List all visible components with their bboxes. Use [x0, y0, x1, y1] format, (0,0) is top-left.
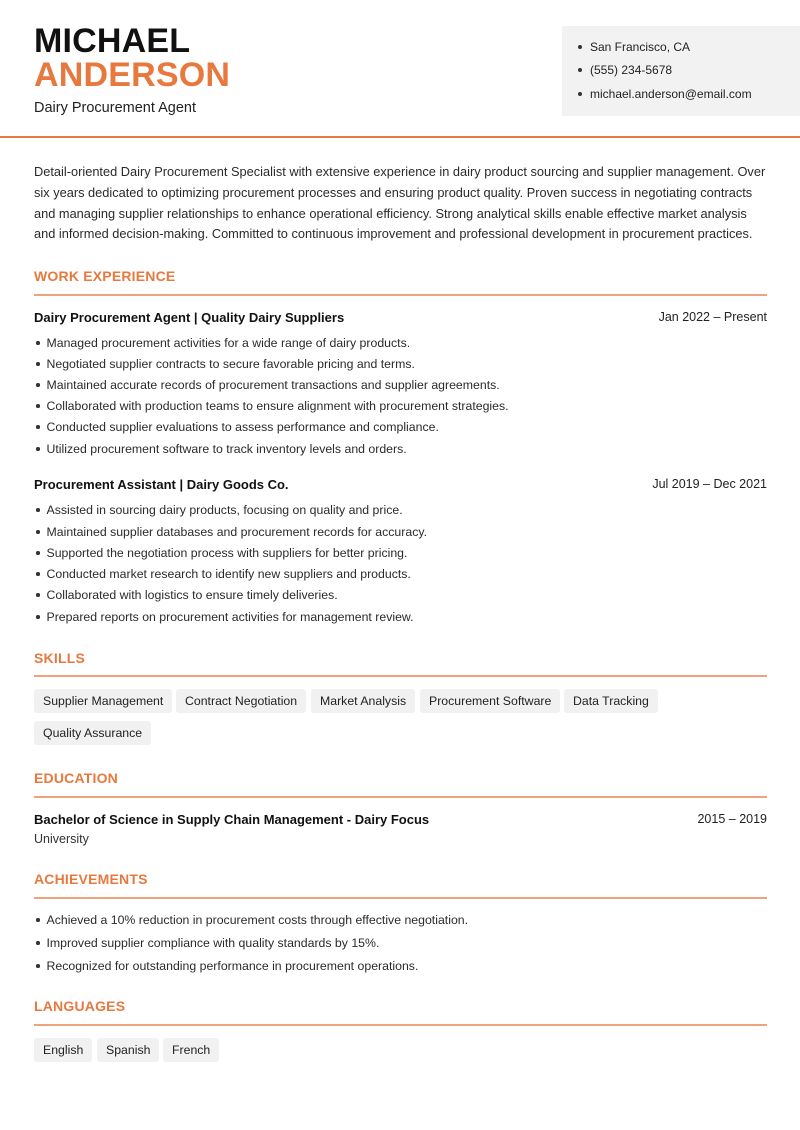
- language-chip: Spanish: [97, 1038, 159, 1062]
- bullet-icon: [36, 615, 40, 619]
- list-item: [36, 442, 407, 456]
- list-item: [36, 588, 338, 602]
- list-item: [36, 913, 468, 927]
- bullet-icon: [36, 593, 40, 597]
- section-title-education: EDUCATION: [34, 770, 118, 786]
- list-item-text: Maintained supplier databases and procurement records for accuracy.: [46, 525, 427, 539]
- job-date-1: Jan 2022 – Present: [658, 310, 767, 324]
- list-item-text: Prepared reports on procurement activities for management review.: [46, 610, 414, 624]
- bullet-icon: [36, 964, 40, 968]
- bullet-icon: [578, 45, 582, 49]
- section-title-achievements: ACHIEVEMENTS: [34, 871, 148, 887]
- summary: Detail-oriented Dairy Procurement Specialist with extensive experience in dairy product sourcing and supplier management. Over six years dedicated to optimizing procurement processes and ensuring product quality. Proven success in negotiating contracts and managing supplier relationships to enhance operational efficiency. Strong analytical skills enable effective market analysis and informed decision-making. Committed to continuous improvement and professional development in procurement practices.: [34, 164, 766, 242]
- first-name: MICHAEL: [34, 22, 191, 60]
- list-item-text: Improved supplier compliance with quality standards by 15%.: [46, 936, 380, 950]
- list-item: [36, 525, 427, 539]
- bullet-icon: [36, 404, 40, 408]
- list-item: [36, 610, 414, 624]
- bullet-icon: [578, 92, 582, 96]
- skill-chip: Supplier Management: [34, 689, 172, 713]
- last-name: ANDERSON: [34, 56, 231, 94]
- section-title-skills: SKILLS: [34, 650, 85, 666]
- list-item-text: Conducted supplier evaluations to assess performance and compliance.: [46, 420, 439, 434]
- section-divider: [34, 675, 767, 677]
- bullet-icon: [36, 383, 40, 387]
- bullet-icon: [36, 447, 40, 451]
- contact-location: [578, 40, 690, 54]
- bullet-icon: [36, 530, 40, 534]
- skill-chip: Market Analysis: [311, 689, 415, 713]
- skill-chip: Quality Assurance: [34, 721, 151, 745]
- list-item: [36, 336, 410, 350]
- list-item-text: Utilized procurement software to track inventory levels and orders.: [46, 442, 407, 456]
- job-title-1: Dairy Procurement Agent | Quality Dairy Suppliers: [34, 310, 345, 325]
- bullet-icon: [36, 362, 40, 366]
- section-divider: [34, 897, 767, 899]
- list-item-text: Assisted in sourcing dairy products, focusing on quality and price.: [46, 503, 403, 517]
- list-item: [36, 959, 418, 973]
- bullet-icon: [36, 508, 40, 512]
- skill-chip: Data Tracking: [564, 689, 658, 713]
- contact-location-text: San Francisco, CA: [590, 40, 691, 54]
- list-item-text: Maintained accurate records of procurement transactions and supplier agreements.: [46, 378, 500, 392]
- list-item-text: Collaborated with production teams to ensure alignment with procurement strategies.: [46, 399, 509, 413]
- list-item-text: Supported the negotiation process with suppliers for better pricing.: [46, 546, 408, 560]
- contact-phone-text: (555) 234-5678: [590, 63, 673, 77]
- education-degree: Bachelor of Science in Supply Chain Management - Dairy Focus: [34, 812, 430, 827]
- section-title-work: WORK EXPERIENCE: [34, 268, 176, 284]
- skill-chip: Contract Negotiation: [176, 689, 306, 713]
- section-title-languages: LANGUAGES: [34, 998, 126, 1014]
- bullet-icon: [36, 941, 40, 945]
- list-item-text: Negotiated supplier contracts to secure favorable pricing and terms.: [46, 357, 415, 371]
- bullet-icon: [36, 572, 40, 576]
- section-divider: [34, 294, 767, 296]
- list-item: [36, 357, 415, 371]
- contact-phone: [578, 63, 672, 77]
- language-chip: English: [34, 1038, 92, 1062]
- bullet-icon: [36, 918, 40, 922]
- section-divider: [34, 1024, 767, 1026]
- job-date-2: Jul 2019 – Dec 2021: [652, 477, 767, 491]
- contact-email-text: michael.anderson@email.com: [590, 87, 752, 101]
- list-item: [36, 546, 407, 560]
- list-item: [36, 567, 411, 581]
- list-item: [36, 936, 379, 950]
- job-title-2: Procurement Assistant | Dairy Goods Co.: [34, 477, 289, 492]
- education-date: 2015 – 2019: [697, 812, 767, 826]
- list-item-text: Recognized for outstanding performance in procurement operations.: [46, 959, 419, 973]
- list-item-text: Achieved a 10% reduction in procurement costs through effective negotiation.: [46, 913, 469, 927]
- bullet-icon: [36, 551, 40, 555]
- list-item: [36, 378, 500, 392]
- list-item-text: Collaborated with logistics to ensure timely deliveries.: [46, 588, 338, 602]
- bullet-icon: [36, 425, 40, 429]
- list-item: [36, 399, 509, 413]
- bullet-icon: [578, 68, 582, 72]
- list-item-text: Managed procurement activities for a wide range of dairy products.: [46, 336, 411, 350]
- section-divider: [34, 796, 767, 798]
- bullet-icon: [36, 341, 40, 345]
- list-item: [36, 420, 439, 434]
- list-item-text: Conducted market research to identify new suppliers and products.: [46, 567, 411, 581]
- education-school: University: [34, 832, 89, 846]
- contact-email: [578, 87, 752, 101]
- job-title: Dairy Procurement Agent: [34, 100, 196, 116]
- skill-chip: Procurement Software: [420, 689, 560, 713]
- list-item: [36, 503, 403, 517]
- contact-box: [562, 26, 800, 116]
- language-chip: French: [163, 1038, 219, 1062]
- resume-header: [0, 0, 800, 138]
